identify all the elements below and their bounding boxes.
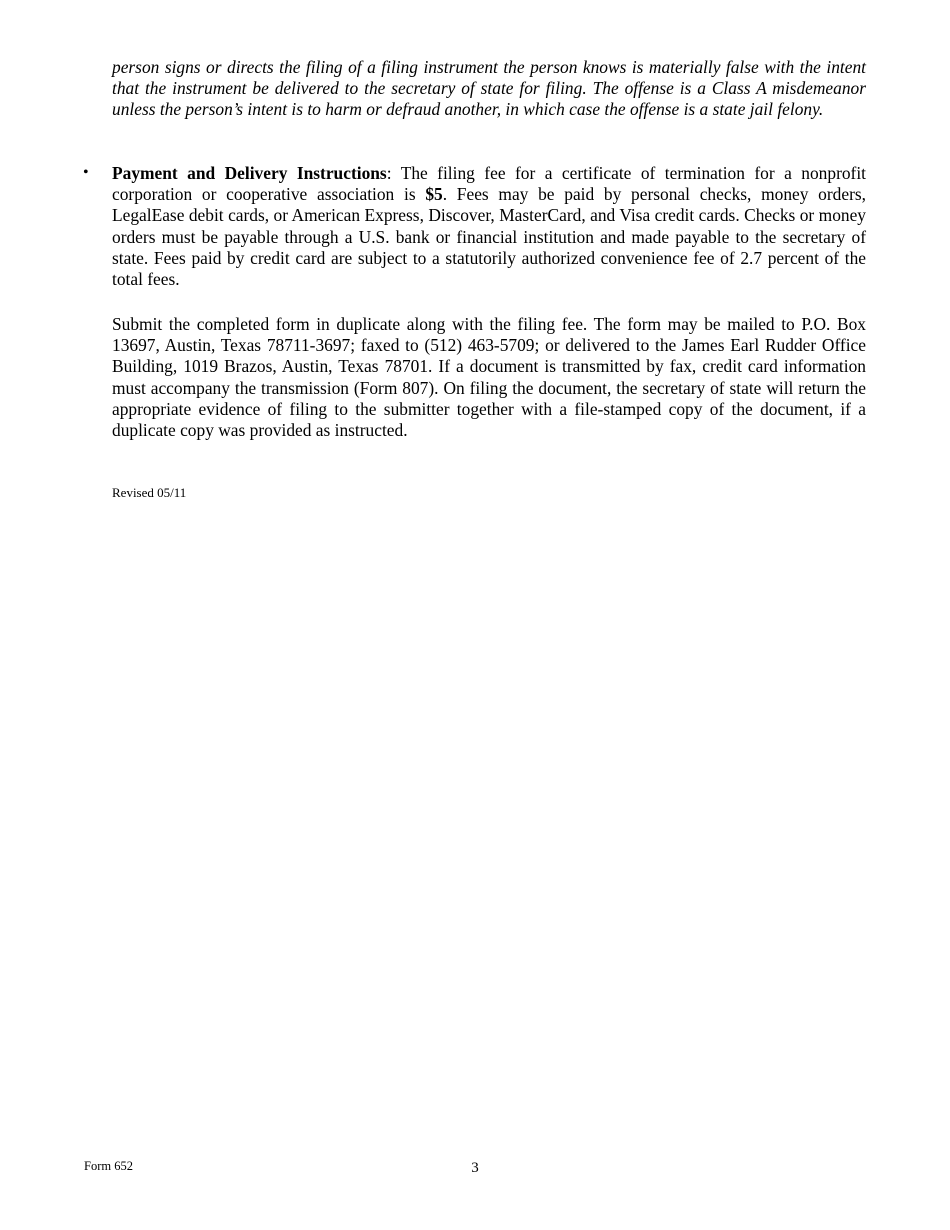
penalty-warning-paragraph: person signs or directs the filing of a filing instrument the person knows is materially false with the intent that the instrument be delivered to the secretary of state for filing. The offense is a Class A misdemeanor unless the person’s intent is to harm or defraud another, in which case the offense is a state jail felony. [112,57,866,120]
payment-heading-separator: : [386,163,392,183]
payment-text-before-fee: The filing fee for a certificate of termination for a nonprofit corporation or cooperative association is [112,163,867,205]
bullet-marker: • [83,164,89,181]
submission-instructions-paragraph: Submit the completed form in duplicate along with the filing fee. The form may be mailed to P.O. Box 13697, Austin, Texas 78711-3697; faxed to (512) 463-5709; or delivered to the James Earl Rudder Office Building, 1019 Brazos, Austin, Texas 78701. If a document is transmitted by fax, credit card information must accompany the transmission (Form 807). On filing the document, the secretary of state will return the appropriate evidence of filing to the submitter together with a file-stamped copy of the document, if a duplicate copy was provided as instructed. [112,314,866,441]
form-number: Form 652 [84,1159,133,1173]
payment-text-after-fee: . Fees may be paid by personal checks, money orders, LegalEase debit cards, or American Express, Discover, MasterCard, and Visa credit cards. Checks or money orders must be payable through a U.S. bank or financial institution and made payable to the secretary of state. Fees paid by credit card are subject to a statutorily authorized convenience fee of 2.7 percent of the total fees. [112,184,866,290]
payment-heading: Payment and Delivery Instructions [112,163,387,183]
page-number: 3 [471,1160,479,1176]
payment-instructions-paragraph [112,163,866,290]
revision-date: Revised 05/11 [112,485,187,500]
filing-fee-amount: $5 [425,184,443,205]
